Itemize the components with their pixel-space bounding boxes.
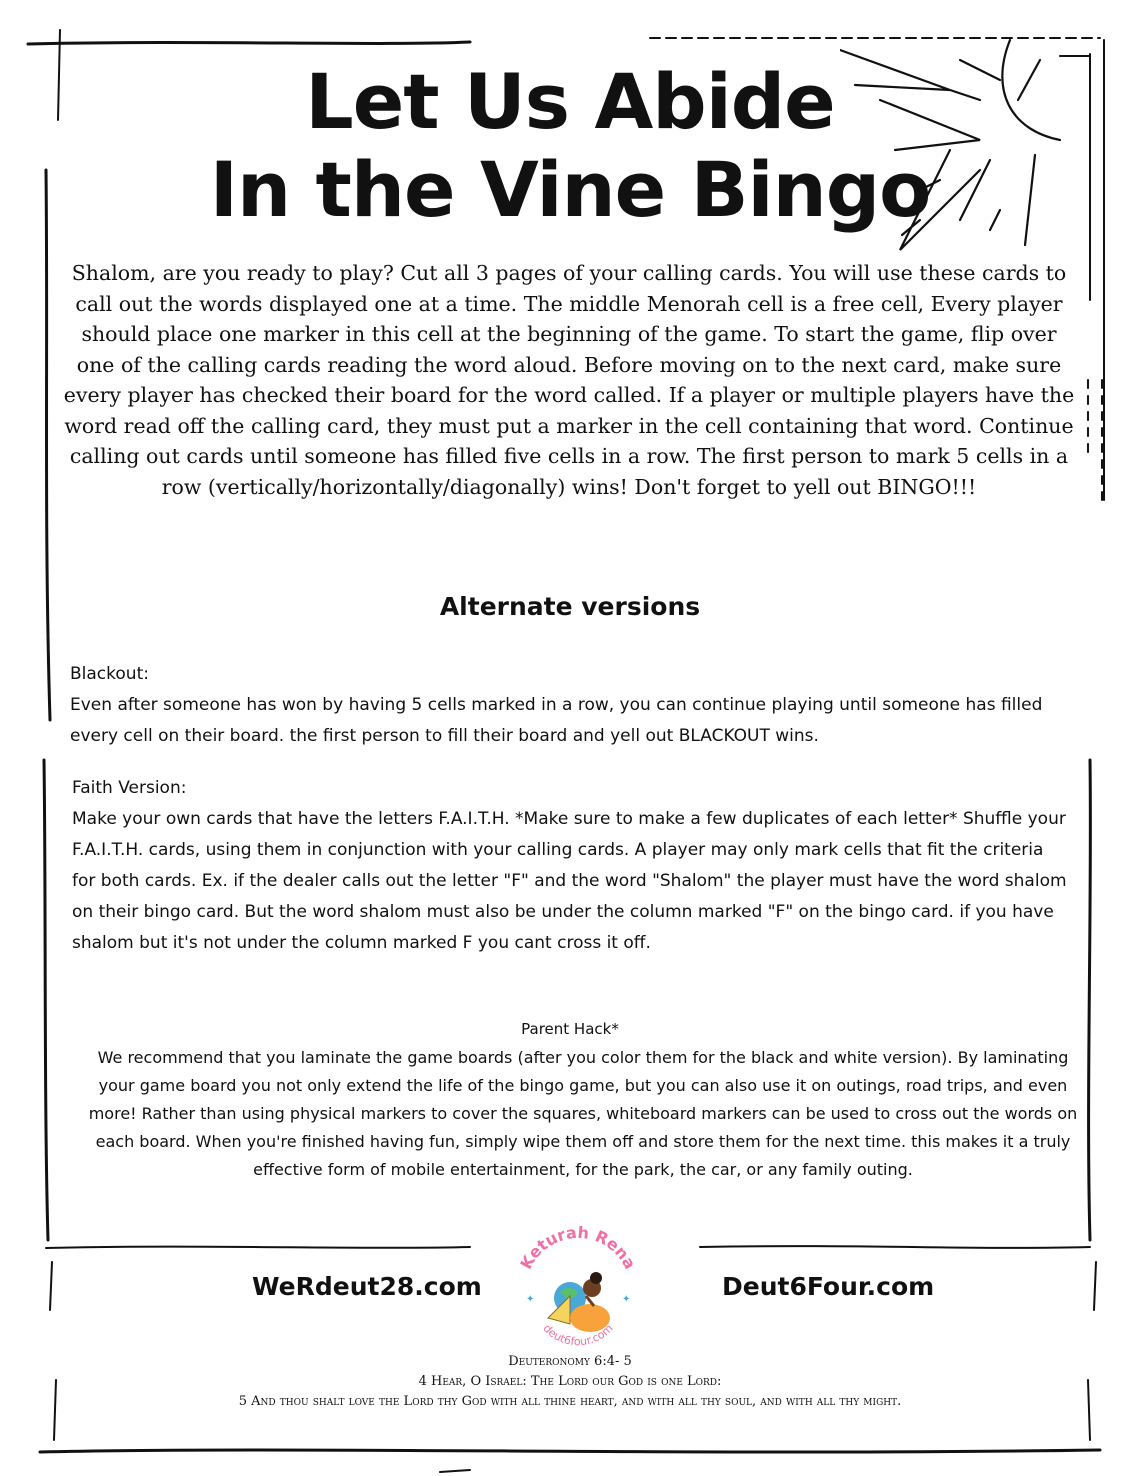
svg-text:✦: ✦ [526, 1294, 535, 1305]
site-link-deut6four[interactable]: Deut6Four.com [722, 1272, 935, 1301]
faith-version-label: Faith Version: [72, 778, 187, 798]
blackout-text: Even after someone has won by having 5 cells marked in a row, you can continue playing until someone has filled every cell on their board. the first person to fill their board and yell out BLACKOUT wins. [70, 695, 1043, 746]
logo-name-text: Keturah Rena [516, 1226, 640, 1273]
svg-text:Keturah Rena [516, 1226, 639, 1272]
page-title [160, 58, 980, 234]
verse-4: 4 Hear, O Israel: The Lord our God is one Lord: [418, 1374, 722, 1389]
logo-site-text: deut6four.com [540, 1321, 616, 1349]
blackout-label: Blackout: [70, 664, 149, 684]
title-line-2: In the Vine Bingo [209, 145, 931, 234]
verse-reference: Deuteronomy 6:4- 5 [508, 1354, 632, 1369]
alternate-versions-heading: Alternate versions [439, 592, 701, 621]
svg-text:✦: ✦ [622, 1294, 631, 1305]
faith-version-text: Make your own cards that have the letters F.A.I.T.H. *Make sure to make a few duplicates of each letter* Shuffle your F.A.I.T.H. cards, using them in conjunction with your calling cards. A player may only mark cells that fit the criteria for both cards. Ex. if the dealer calls out the letter "F" and the word "Shalom" the player must have the word shalom on their bingo card. But the word shalom must also be under the column marked "F" on the bingo card. if you have shalom but it's not under the column marked F you cant cross it off. [72, 809, 1067, 953]
keturah-rena-logo [508, 1226, 648, 1352]
scripture-verse [120, 1352, 1020, 1412]
parent-hack-text: We recommend that you laminate the game boards (after you color them for the black and white version). By laminating your game board you not only extend the life of the bingo game, but you can also use it on outings, road trips, and even more! Rather than using physical markers to cover the squares, whiteboard markers can be used to cross out the words on each board. When you're finished having fun, simply wipe them off and store them for the next time. this makes it a truly effective form of mobile entertainment, for the park, the car, or any family outing. [88, 1048, 1078, 1179]
site-link-werdeut28[interactable]: WeRdeut28.com [252, 1272, 482, 1301]
parent-hack-title: Parent Hack* [521, 1020, 619, 1038]
title-line-1: Let Us Abide [305, 57, 835, 146]
intro-paragraph: Shalom, are you ready to play? Cut all 3 pages of your calling cards. You will use these cards to call out the words displayed one at a time. The middle Menorah cell is a free cell, Every player should place one marker in this cell at the beginning of the game. To start the game, flip over one of the calling cards reading the word aloud. Before moving on to the next card, make sure every player has checked their board for the word called. If a player or multiple players have the word read off the calling card, they must put a marker in the cell containing that word. Continue calling out cards until someone has filled five cells in a row. The first person to mark 5 cells in a row (vertically/horizontally/diagonally) wins! Don't forget to yell out BINGO!!! [63, 261, 1075, 499]
verse-5: 5 And thou shalt love the Lord thy God with all thine heart, and with all thy soul, and with all thy might. [238, 1394, 902, 1409]
